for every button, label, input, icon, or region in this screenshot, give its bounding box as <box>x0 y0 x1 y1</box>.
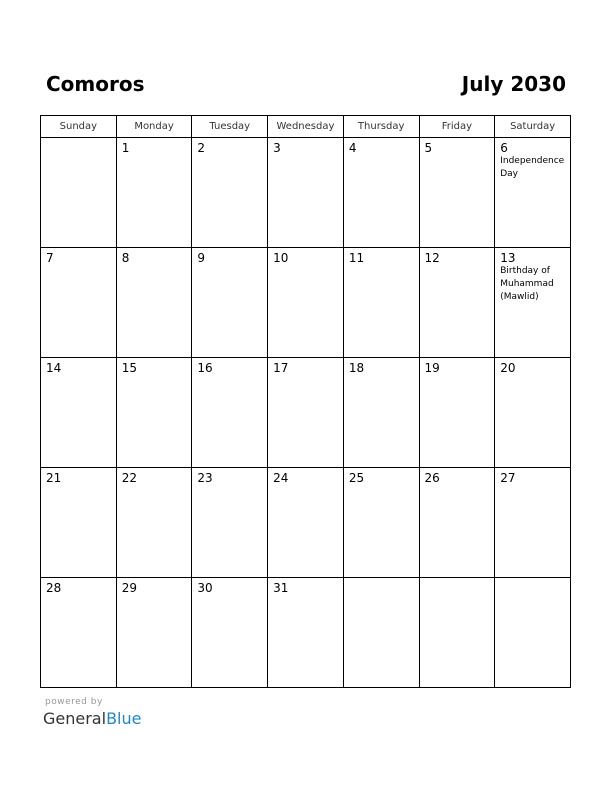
day-cell <box>116 138 192 248</box>
day-number: 6 <box>500 141 508 155</box>
generalblue-logo[interactable] <box>43 709 141 729</box>
day-cell <box>41 248 117 358</box>
day-number: 5 <box>424 141 433 155</box>
weekday-sunday: Sunday <box>41 116 117 138</box>
day-number: 18 <box>348 361 365 375</box>
brand-part-general: General <box>43 709 107 728</box>
day-cell <box>419 578 495 688</box>
day-cell <box>41 358 117 468</box>
day-number: 9 <box>197 251 206 265</box>
day-cell <box>343 468 419 578</box>
day-number: 4 <box>348 141 357 155</box>
day-cell <box>116 358 192 468</box>
day-number: 14 <box>46 361 62 375</box>
day-number: 27 <box>500 471 516 485</box>
weekday-monday: Monday <box>116 116 192 138</box>
day-number: 13 <box>500 251 516 265</box>
day-number: 24 <box>273 471 289 485</box>
day-number <box>41 138 116 141</box>
day-cell <box>192 248 268 358</box>
day-number: 25 <box>348 471 365 485</box>
weekday-friday: Friday <box>419 116 495 138</box>
day-number: 26 <box>424 471 440 485</box>
day-cell <box>116 248 192 358</box>
country-title: Comoros <box>46 72 145 96</box>
day-cell <box>116 468 192 578</box>
day-cell <box>495 578 571 688</box>
day-number: 17 <box>273 361 289 375</box>
day-number: 11 <box>348 251 365 265</box>
day-number <box>420 578 495 581</box>
day-number: 2 <box>197 141 206 155</box>
day-number <box>344 578 419 581</box>
day-number: 23 <box>197 471 213 485</box>
brand-part-blue: Blue <box>106 709 142 728</box>
day-number: 21 <box>46 471 62 485</box>
day-number: 22 <box>121 471 137 485</box>
day-cell <box>41 578 117 688</box>
holiday-label: Birthday of Muhammad (Mawlid) <box>500 266 554 302</box>
day-cell <box>419 358 495 468</box>
day-number: 19 <box>424 361 440 375</box>
day-cell <box>343 578 419 688</box>
weekday-tuesday: Tuesday <box>192 116 268 138</box>
week-row <box>41 358 571 468</box>
day-number: 1 <box>121 141 130 155</box>
week-row <box>41 578 571 688</box>
weekday-wednesday: Wednesday <box>268 116 344 138</box>
powered-by-text: powered by <box>45 697 103 707</box>
day-cell <box>419 138 495 248</box>
weekday-header-row <box>41 116 571 138</box>
day-number: 12 <box>424 251 440 265</box>
day-cell <box>41 138 117 248</box>
day-cell <box>268 578 344 688</box>
day-number: 29 <box>121 581 137 595</box>
day-cell <box>192 138 268 248</box>
day-number: 10 <box>273 251 289 265</box>
day-cell <box>192 578 268 688</box>
day-cell <box>192 358 268 468</box>
weekday-thursday: Thursday <box>343 116 419 138</box>
day-cell <box>495 248 571 358</box>
day-number: 31 <box>273 581 289 595</box>
week-row <box>41 468 571 578</box>
week-row <box>41 138 571 248</box>
day-cell <box>268 138 344 248</box>
day-number: 3 <box>273 141 281 155</box>
day-cell <box>419 468 495 578</box>
day-cell <box>268 358 344 468</box>
month-year-title: July 2030 <box>461 72 566 96</box>
day-number: 7 <box>46 251 54 265</box>
day-cell <box>495 468 571 578</box>
day-cell <box>343 358 419 468</box>
day-cell <box>268 468 344 578</box>
week-row <box>41 248 571 358</box>
day-cell <box>192 468 268 578</box>
day-cell <box>495 358 571 468</box>
weekday-saturday: Saturday <box>495 116 571 138</box>
day-number: 8 <box>121 251 130 265</box>
day-cell <box>268 248 344 358</box>
day-cell <box>41 468 117 578</box>
day-cell <box>116 578 192 688</box>
holiday-label: Independence Day <box>500 156 565 179</box>
day-cell <box>495 138 571 248</box>
day-number: 28 <box>46 581 62 595</box>
day-cell <box>343 248 419 358</box>
day-cell <box>343 138 419 248</box>
day-number: 30 <box>197 581 213 595</box>
day-number: 16 <box>197 361 213 375</box>
day-number: 15 <box>121 361 137 375</box>
day-number: 20 <box>500 361 516 375</box>
calendar-grid <box>40 115 571 688</box>
footer-branding <box>43 697 141 729</box>
day-cell <box>419 248 495 358</box>
day-number <box>495 578 570 581</box>
